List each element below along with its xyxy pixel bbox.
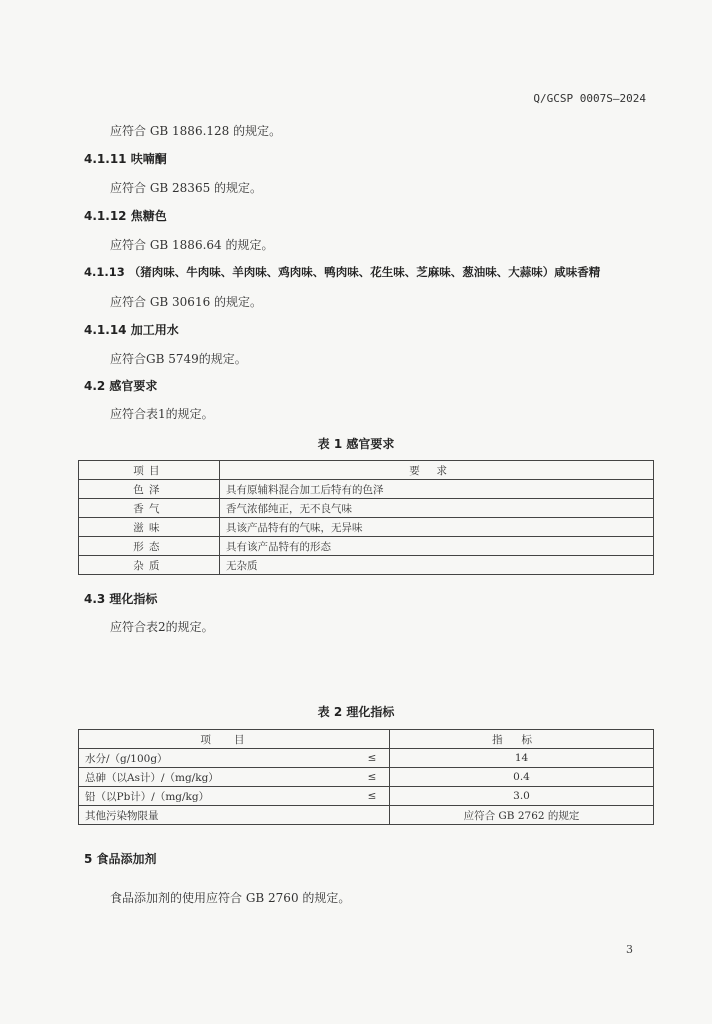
table-cell: 具有该产品特有的形态 <box>220 537 654 556</box>
table-row <box>79 768 654 787</box>
section-heading-5: 5 食品添加剂 <box>84 852 157 866</box>
section-heading-4-1-14: 4.1.14 加工用水 <box>84 323 179 337</box>
table-header-cell: 指标 <box>390 730 654 749</box>
table2-caption: 表 2 理化指标 <box>317 705 395 719</box>
table-cell: 0.4 <box>390 768 654 787</box>
table-cell: 水分/（g/100g） <box>79 749 356 768</box>
table-header-row <box>79 461 654 480</box>
table-row <box>79 556 654 575</box>
section-heading-4-3: 4.3 理化指标 <box>84 592 158 606</box>
table-cell: 应符合 GB 2762 的规定 <box>390 806 654 825</box>
table-cell: 14 <box>390 749 654 768</box>
table-cell: 其他污染物限量 <box>79 806 390 825</box>
sensory-requirements-table <box>78 460 654 575</box>
table-cell: 形态 <box>79 537 220 556</box>
section-heading-4-1-12: 4.1.12 焦糖色 <box>84 209 167 223</box>
table-row <box>79 787 654 806</box>
paragraph-line: 应符合 GB 1886.64 的规定。 <box>110 238 274 252</box>
table-cell: 滋味 <box>79 518 220 537</box>
paragraph-line: 应符合 GB 30616 的规定。 <box>110 295 263 309</box>
section-heading-4-1-11: 4.1.11 呋喃酮 <box>84 152 167 166</box>
table-cell: 香气浓郁纯正，无不良气味 <box>220 499 654 518</box>
table-row <box>79 806 654 825</box>
section-heading-4-2: 4.2 感官要求 <box>84 379 158 393</box>
table-cell: ≤ <box>355 787 390 806</box>
table-row <box>79 499 654 518</box>
page-number: 3 <box>626 943 633 956</box>
paragraph-line: 食品添加剂的使用应符合 GB 2760 的规定。 <box>110 891 351 905</box>
table-row <box>79 518 654 537</box>
paragraph-line: 应符合 GB 28365 的规定。 <box>110 181 263 195</box>
table-header-cell: 项目 <box>79 461 220 480</box>
table-cell: 具有原辅料混合加工后特有的色泽 <box>220 480 654 499</box>
section-heading-4-1-13: 4.1.13 （猪肉味、牛肉味、羊肉味、鸡肉味、鸭肉味、花生味、芝麻味、葱油味、大蒜味）咸味香精 <box>84 265 601 279</box>
table-header-cell: 项目 <box>79 730 390 749</box>
table-cell: 总砷（以As计）/（mg/kg） <box>79 768 356 787</box>
table-row <box>79 480 654 499</box>
table-cell: 具该产品特有的气味，无异味 <box>220 518 654 537</box>
table-cell: 铅（以Pb计）/（mg/kg） <box>79 787 356 806</box>
table-header-cell: 要求 <box>220 461 654 480</box>
table-cell: 杂质 <box>79 556 220 575</box>
table-cell: 3.0 <box>390 787 654 806</box>
table1-caption: 表 1 感官要求 <box>317 437 395 451</box>
table-cell: 色泽 <box>79 480 220 499</box>
table-row <box>79 749 654 768</box>
paragraph-line: 应符合GB 5749的规定。 <box>110 352 247 366</box>
table-cell: 无杂质 <box>220 556 654 575</box>
paragraph-line: 应符合表2的规定。 <box>110 620 214 634</box>
table-cell: 香气 <box>79 499 220 518</box>
paragraph-line: 应符合 GB 1886.128 的规定。 <box>110 124 282 138</box>
table-row <box>79 537 654 556</box>
physicochemical-indicators-table <box>78 729 654 825</box>
table-cell: ≤ <box>355 749 390 768</box>
table-cell: ≤ <box>355 768 390 787</box>
document-code: Q/GCSP 0007S—2024 <box>533 92 646 105</box>
table-header-row <box>79 730 654 749</box>
paragraph-line: 应符合表1的规定。 <box>110 407 214 421</box>
